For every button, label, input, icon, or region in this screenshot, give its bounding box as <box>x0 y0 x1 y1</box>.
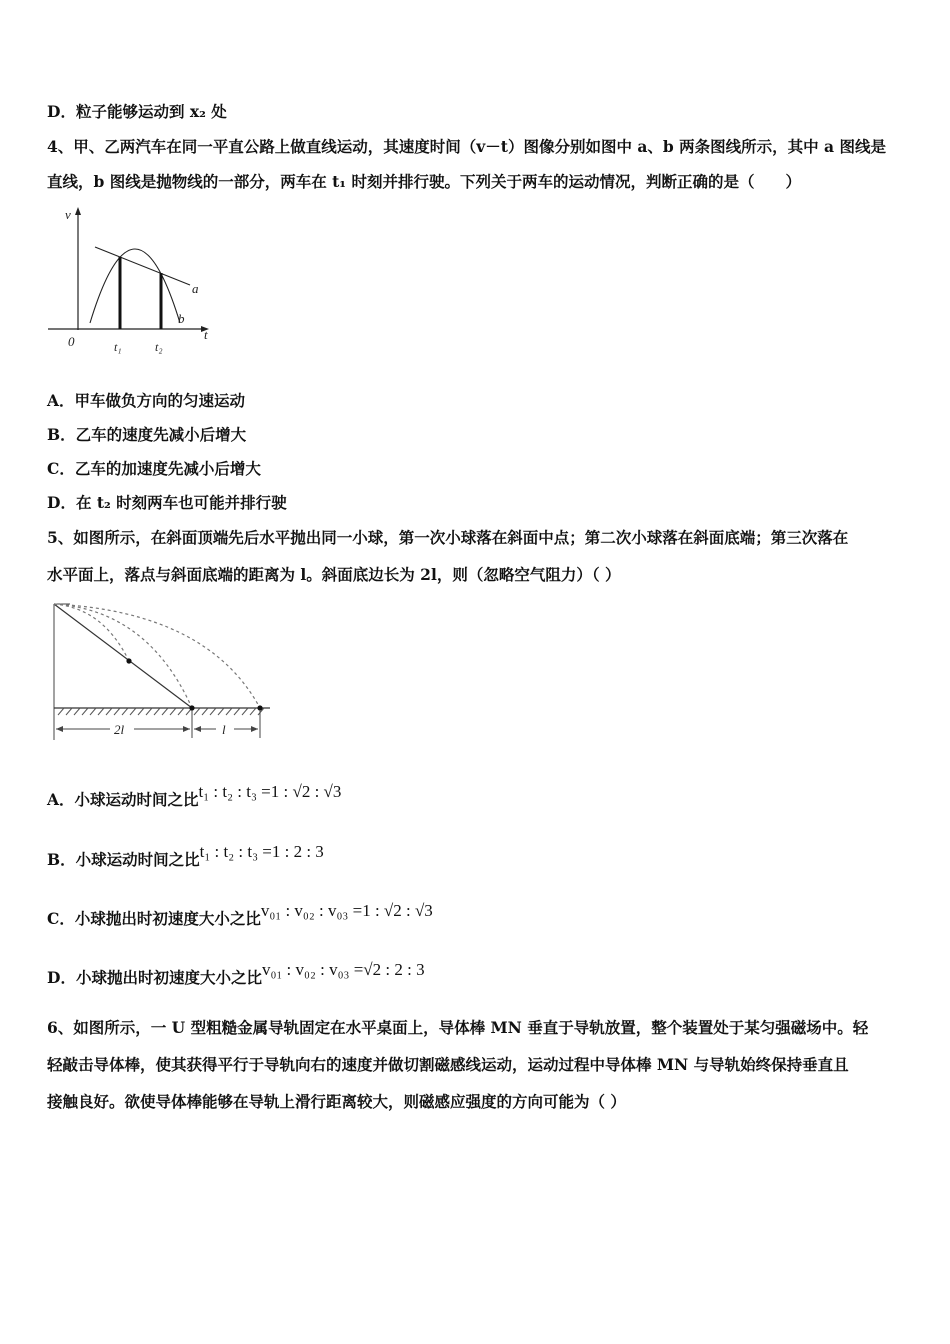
t2-label: t₂ <box>155 340 163 354</box>
q5-option-a-formula: t₁ : t₂ : t₃ =1 : √2 : √3 <box>198 782 342 801</box>
q5-option-d-text: D．小球抛出时初速度大小之比 <box>47 968 262 987</box>
q5-option-a-text: A．小球运动时间之比 <box>47 790 199 809</box>
parabola-b <box>90 249 180 323</box>
q4-stem-line1: 4、甲、乙两汽车在同一平直公路上做直线运动，其速度时间（v－t）图像分别如图中 a、b 两条图线所示，其中 a 图线是 <box>47 137 886 156</box>
q5-option-a <box>47 782 342 810</box>
origin-label: 0 <box>68 334 75 349</box>
q4-option-a: A．甲车做负方向的匀速运动 <box>47 391 246 410</box>
q6-stem-line2: 轻敲击导体棒，使其获得平行于导轨向右的速度并做切割磁感线运动，运动过程中导体棒 MN 与导轨始终保持垂直且 <box>47 1055 849 1074</box>
q5-option-c <box>47 901 433 929</box>
q6-stem-line1: 6、如图所示，一 U 型粗糙金属导轨固定在水平桌面上，导体棒 MN 垂直于导轨放置，整个装置处于某匀强磁场中。轻 <box>47 1018 869 1037</box>
q5-stem-line1: 5、如图所示，在斜面顶端先后水平抛出同一小球，第一次小球落在斜面中点；第二次小球落在斜面底端；第三次落在 <box>47 528 849 547</box>
dim-2l-label: 2l <box>114 722 125 737</box>
q4-option-b: B．乙车的速度先减小后增大 <box>47 425 247 444</box>
q4-stem-line2: 直线，b 图线是抛物线的一部分，两车在 t₁ 时刻并排行驶。下列关于两车的运动情况，判断正确的是（ ） <box>47 172 801 191</box>
q5-option-c-text: C．小球抛出时初速度大小之比 <box>47 909 261 928</box>
q5-option-c-formula: v₀₁ : v₀₂ : v₀₃ =1 : √2 : √3 <box>260 901 433 920</box>
q3-option-d: D．粒子能够运动到 x₂ 处 <box>47 102 227 121</box>
b-label: b <box>178 311 185 326</box>
q4-vt-graph <box>40 205 230 355</box>
line-a <box>95 247 190 285</box>
q5-incline-figure <box>48 598 278 743</box>
q5-option-d-formula: v₀₁ : v₀₂ : v₀₃ =√2 : 2 : 3 <box>261 960 425 979</box>
dim-l-label: l <box>222 722 226 737</box>
q5-stem-line2: 水平面上，落点与斜面底端的距离为 l。斜面底边长为 2l，则（忽略空气阻力）（ ） <box>47 565 621 584</box>
q4-option-c: C．乙车的加速度先减小后增大 <box>47 459 261 478</box>
q6-stem-line3: 接触良好。欲使导体棒能够在导轨上滑行距离较大，则磁感应强度的方向可能为（ ） <box>47 1092 626 1111</box>
q5-option-b-formula: t₁ : t₂ : t₃ =1 : 2 : 3 <box>199 842 324 861</box>
q4-option-d: D．在 t₂ 时刻两车也可能并排行驶 <box>47 493 287 512</box>
q5-option-d <box>47 960 425 988</box>
a-label: a <box>192 281 199 296</box>
q5-option-b <box>47 842 324 870</box>
t1-label: t₁ <box>114 340 122 354</box>
q5-option-b-text: B．小球运动时间之比 <box>47 850 200 869</box>
axis-t-label: t <box>204 327 208 342</box>
axis-v-label: v <box>65 207 71 222</box>
